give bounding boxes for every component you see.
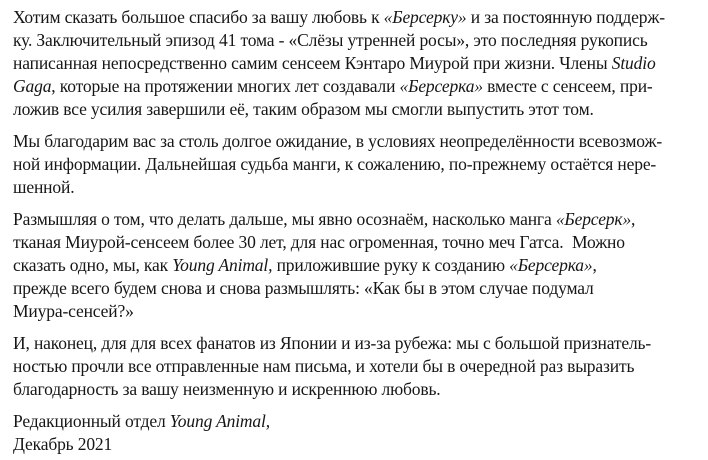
italic-text-run: Studio bbox=[611, 53, 656, 73]
text-run: И, наконец, для для всех фанатов из Японии и из-за рубежа: мы с большой признатель- bbox=[13, 333, 652, 353]
text-line bbox=[13, 29, 702, 52]
text-run: сказать одно, мы, как bbox=[13, 255, 173, 275]
italic-text-run: Young Animal, bbox=[169, 411, 270, 431]
text-run: , bbox=[592, 255, 597, 275]
paragraph bbox=[13, 332, 702, 401]
text-run: шенной. bbox=[13, 177, 75, 197]
text-line bbox=[13, 254, 702, 277]
text-run: , bbox=[631, 209, 636, 229]
text-run: ной информации. Дальнейшая судьба манги, к сожалению, по-прежнему остаётся нере- bbox=[13, 154, 657, 174]
text-line bbox=[13, 433, 702, 456]
text-run: Миура-сенсей?» bbox=[13, 301, 134, 321]
text-line bbox=[13, 231, 702, 254]
text-run: Мы благодарим вас за столь долгое ожидание, в условиях неопределённости всевозмож- bbox=[13, 131, 663, 151]
paragraph bbox=[13, 130, 702, 199]
text-line bbox=[13, 98, 702, 121]
text-run: , которые на протяжении многих лет создавали bbox=[51, 76, 400, 96]
letter-body bbox=[13, 6, 702, 456]
text-run: Размышляя о том, что делать дальше, мы явно осознаём, насколько манга bbox=[13, 209, 556, 229]
text-line bbox=[13, 300, 702, 323]
paragraph bbox=[13, 208, 702, 323]
italic-text-run: Gaga bbox=[13, 76, 52, 96]
text-run: ностью прочли все отправленные нам письма, и хотели бы в очередной раз выразить bbox=[13, 356, 635, 376]
text-line bbox=[13, 176, 702, 199]
signature bbox=[13, 410, 702, 456]
italic-text-run: Young Animal, bbox=[172, 255, 273, 275]
text-line bbox=[13, 277, 702, 300]
text-line bbox=[13, 52, 702, 75]
text-run: Декабрь 2021 bbox=[13, 434, 113, 454]
text-line bbox=[13, 332, 702, 355]
text-run: прежде всего будем снова и снова размышлять: «Как бы в этом случае подумал bbox=[13, 278, 594, 298]
text-run: ложив все усилия завершили её, таким образом мы смогли выпустить этот том. bbox=[13, 99, 594, 119]
text-line bbox=[13, 75, 702, 98]
text-run: тканая Миурой-сенсеем более 30 лет, для нас огроменная, точно меч Гатса. Можно bbox=[13, 232, 625, 252]
text-run: Хотим сказать большое спасибо за вашу любовь к bbox=[13, 7, 384, 27]
italic-text-run: «Берсерка» bbox=[399, 76, 483, 96]
text-line bbox=[13, 6, 702, 29]
text-run: написанная непосредственно самим сенсеем Кэнтаро Миурой при жизни. Члены bbox=[13, 53, 612, 73]
text-line bbox=[13, 378, 702, 401]
text-run: и за постоянную поддерж- bbox=[466, 7, 665, 27]
text-run: Редакционный отдел bbox=[13, 411, 170, 431]
text-line bbox=[13, 410, 702, 433]
text-line bbox=[13, 355, 702, 378]
text-line bbox=[13, 208, 702, 231]
text-run: ку. Заключительный эпизод 41 тома - «Слёзы утренней росы», это последняя рукопись bbox=[13, 30, 648, 50]
text-run: благодарность за вашу неизменную и искреннюю любовь. bbox=[13, 379, 441, 399]
italic-text-run: «Берсерку» bbox=[383, 7, 467, 27]
italic-text-run: «Берсерк» bbox=[555, 209, 632, 229]
text-line bbox=[13, 153, 702, 176]
text-line bbox=[13, 130, 702, 153]
paragraph bbox=[13, 6, 702, 121]
italic-text-run: «Берсерка» bbox=[509, 255, 593, 275]
text-run: вместе с сенсеем, при- bbox=[482, 76, 653, 96]
text-run: приложившие руку к созданию bbox=[272, 255, 510, 275]
